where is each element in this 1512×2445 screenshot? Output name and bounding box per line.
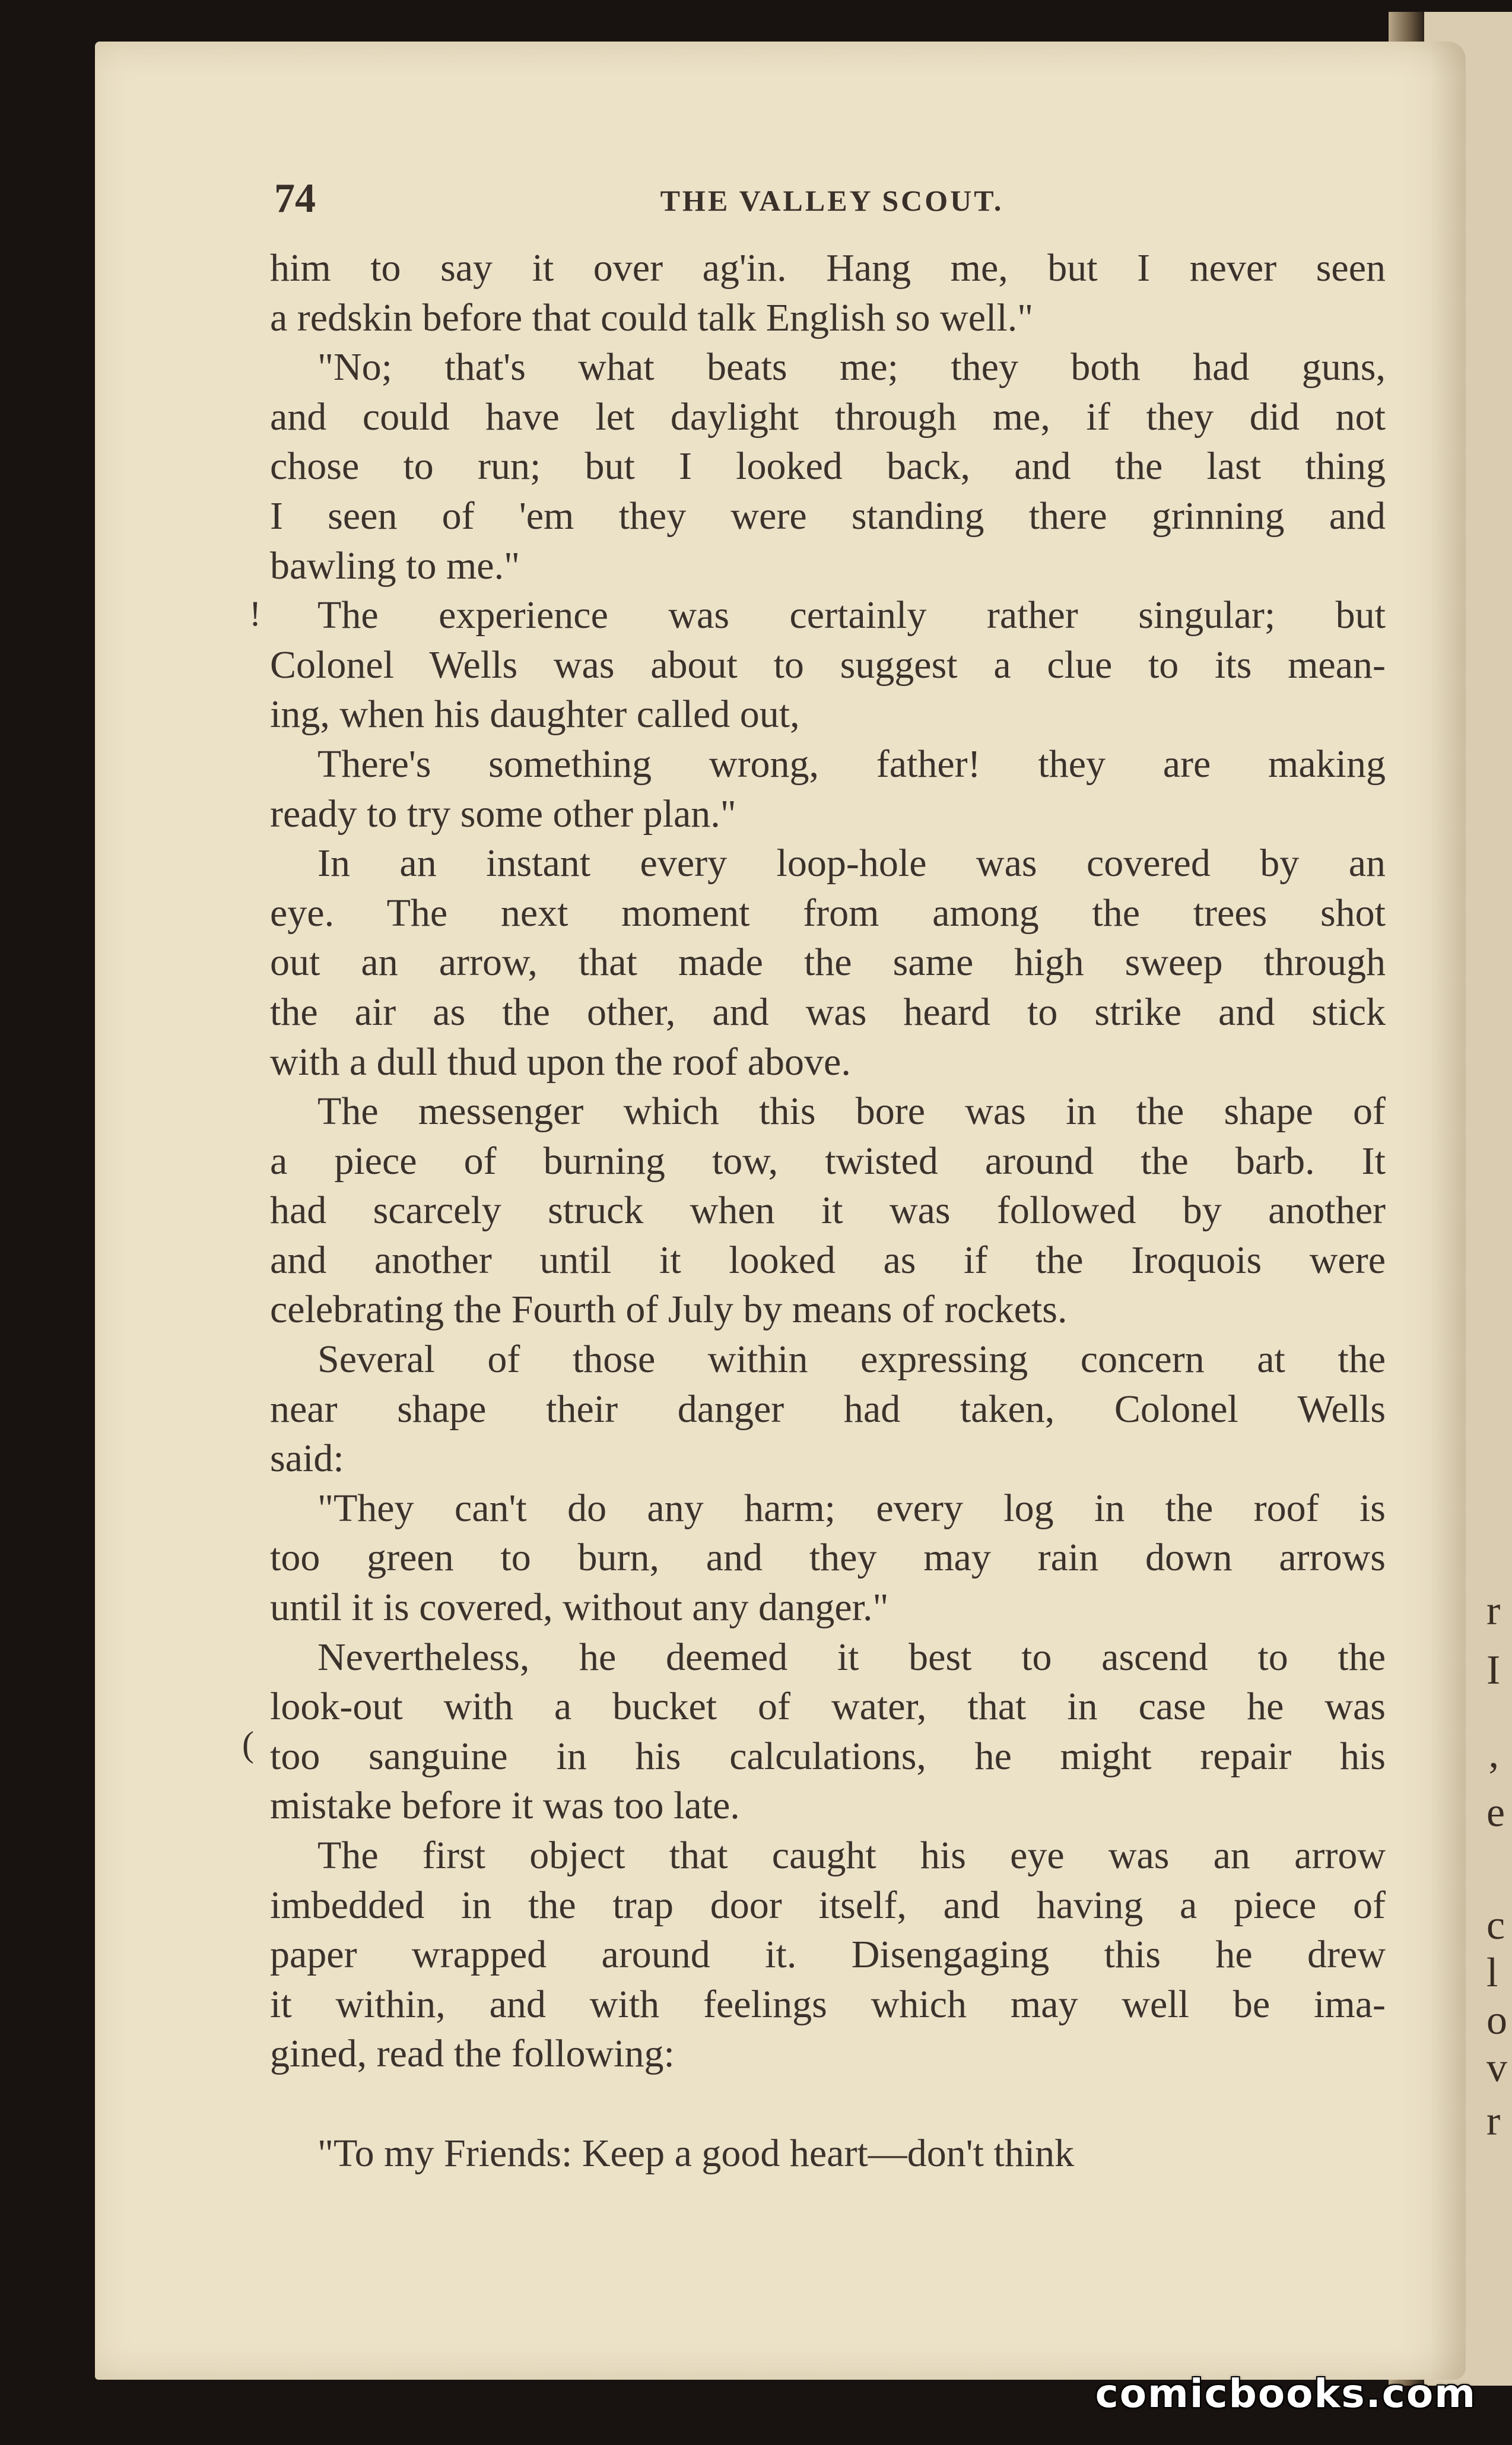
text-line: celebrating the Fourth of July by means of rockets. <box>270 1288 1068 1332</box>
facing-page-fragment: l <box>1486 1952 1498 1994</box>
text-line: paper wrapped around it. Disengaging this he drew <box>270 1933 1386 1977</box>
text-line: The first object that caught his eye was an arrow <box>317 1834 1386 1877</box>
page-header <box>274 175 1390 234</box>
facing-page-fragment: I <box>1486 1650 1501 1691</box>
text-line: "No; that's what beats me; they both had guns, <box>317 345 1386 389</box>
text-line: mistake before it was too late. <box>270 1784 740 1828</box>
text-line: eye. The next moment from among the trees shot <box>270 891 1386 935</box>
text-line: near shape their danger had taken, Colonel Wells <box>270 1387 1386 1431</box>
watermark: comicbooks.com <box>1095 2371 1476 2417</box>
text-line: and could have let daylight through me, if they did not <box>270 395 1386 439</box>
paragraph-gap <box>270 2079 1386 2129</box>
text-line: him to say it over ag'in. Hang me, but I never seen <box>270 246 1386 290</box>
text-line: Nevertheless, he deemed it best to ascend to the <box>317 1635 1386 1679</box>
text-line: I seen of 'em they were standing there grinning and <box>270 494 1386 538</box>
text-line: with a dull thud upon the roof above. <box>270 1040 851 1084</box>
text-line: said: <box>270 1437 344 1481</box>
text-line: "They can't do any harm; every log in the roof is <box>317 1486 1386 1530</box>
text-line: bawling to me." <box>270 544 520 588</box>
text-line: a redskin before that could talk English so well." <box>270 296 1034 339</box>
text-line: a piece of burning tow, twisted around the barb. It <box>270 1139 1386 1183</box>
running-title: THE VALLEY SCOUT. <box>660 184 1004 217</box>
text-line: and another until it looked as if the Iroquois were <box>270 1238 1386 1282</box>
page-number: 74 <box>274 176 316 221</box>
text-line: until it is covered, without any danger." <box>270 1586 889 1630</box>
facing-page-fragment: e <box>1486 1792 1505 1834</box>
text-line: gined, read the following: <box>270 2032 675 2076</box>
facing-page-fragment: v <box>1486 2047 1507 2089</box>
text-line: too green to burn, and they may rain down arrows <box>270 1536 1386 1580</box>
text-line: The experience was certainly rather singular; but <box>317 593 1386 637</box>
facing-page-fragment: c <box>1486 1905 1505 1947</box>
text-line: chose to run; but I looked back, and the last thing <box>270 444 1386 488</box>
text-line: There's something wrong, father! they are making <box>317 742 1386 786</box>
text-line: ing, when his daughter called out, <box>270 693 800 736</box>
margin-mark-lower: ( <box>242 1725 254 1764</box>
body-text <box>270 243 1386 2178</box>
text-line: imbedded in the trap door itself, and having a piece of <box>270 1883 1386 1927</box>
text-line: had scarcely struck when it was followed by another <box>270 1189 1386 1233</box>
facing-page-fragment: o <box>1486 2000 1507 2041</box>
text-line: ready to try some other plan." <box>270 792 736 836</box>
text-line: look-out with a bucket of water, that in case he was <box>270 1685 1386 1729</box>
text-line: it within, and with feelings which may well be ima- <box>270 1982 1386 2026</box>
facing-page-fragment: r <box>1486 1590 1501 1632</box>
text-line: The messenger which this bore was in the shape of <box>317 1090 1386 1133</box>
text-line: Several of those within expressing concern at the <box>317 1338 1386 1382</box>
facing-page-fragment: ’ <box>1486 1757 1501 1798</box>
closing-line: "To my Friends: Keep a good heart—don't think <box>317 2131 1075 2175</box>
text-line: too sanguine in his calculations, he might repair his <box>270 1734 1386 1778</box>
text-line: the air as the other, and was heard to strike and stick <box>270 990 1386 1034</box>
facing-page-fragment: r <box>1486 2101 1501 2142</box>
text-line: In an instant every loop-hole was covered by an <box>317 842 1386 885</box>
text-line: out an arrow, that made the same high sweep through <box>270 941 1386 985</box>
text-line: Colonel Wells was about to suggest a clue to its mean- <box>270 643 1386 687</box>
margin-mark-upper: ! <box>249 594 261 633</box>
